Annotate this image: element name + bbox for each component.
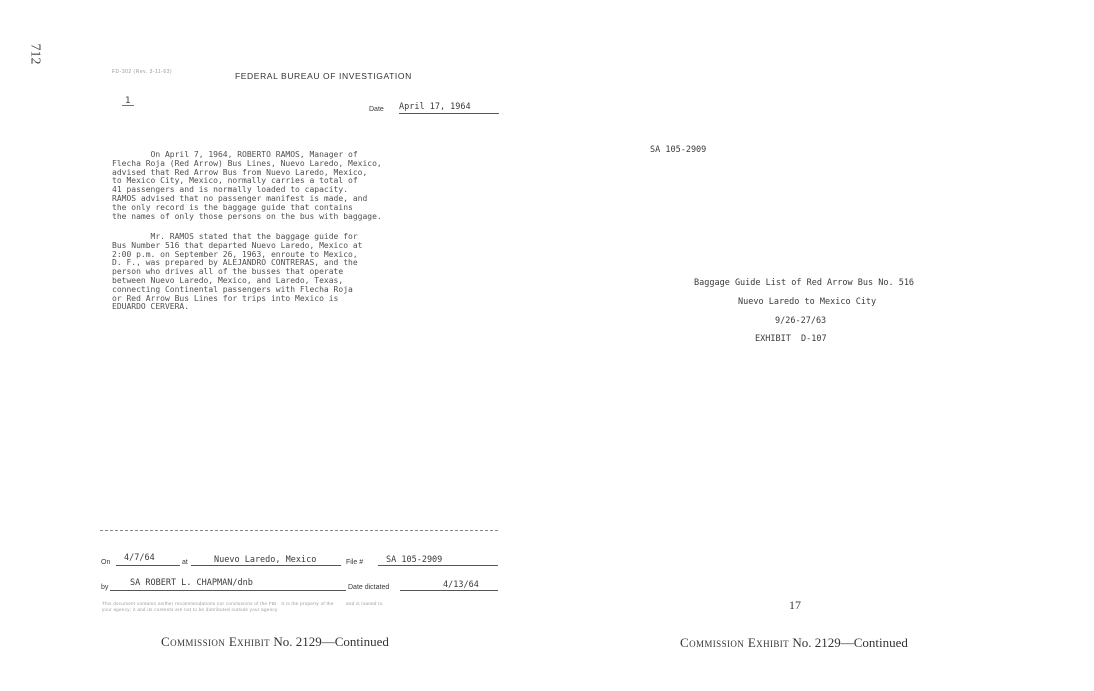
memo-line: to Mexico City, Mexico, normally carries a total of [112, 176, 358, 186]
memo-line: 2:00 p.m. on September 26, 1963, enroute to Mexico, [112, 249, 358, 259]
exhibit-caption-right [680, 635, 908, 651]
date-value: April 17, 1964 [399, 102, 499, 114]
memo-line: 41 passengers and is normally loaded to capacity. [112, 185, 349, 195]
disclaimer-line-2: your agency; it and its contents are not to be distributed outside your agency. [102, 607, 279, 612]
exhibit-caption-left [161, 634, 389, 650]
baggage-list-route: Nuevo Laredo to Mexico City [738, 297, 877, 307]
file-reference: SA 105-2909 [650, 145, 707, 155]
date-dictated-label: Date dictated [348, 584, 390, 591]
memo-line: person who drives all of the busses that operate [112, 267, 344, 277]
page-mark-underline [122, 105, 134, 106]
memo-paragraph-1 [112, 151, 382, 221]
agent-label: by [101, 584, 109, 591]
agent-line [110, 590, 346, 591]
date-dictated-line [400, 590, 498, 591]
memo-line: advised that Red Arrow Bus from Nuevo Laredo, Mexico, [112, 167, 368, 177]
memo-line: Mr. RAMOS stated that the baggage guide for [112, 232, 358, 241]
location-label: at [182, 559, 188, 566]
memo-line: connecting Continental passengers with Flecha Roja [112, 284, 353, 294]
memo-line: EDUARDO CERVERA. [112, 302, 190, 312]
memo-line: Flecha Roja (Red Arrow) Bus Lines, Nuevo Laredo, Mexico, [112, 158, 382, 168]
footer-divider [100, 530, 498, 531]
baggage-list-dates: 9/26-27/63 [775, 316, 827, 326]
memo-line: the names of only those persons on the bus with baggage. [112, 211, 382, 221]
memo-line: Bus Number 516 that departed Nuevo Laredo, Mexico at [112, 240, 363, 250]
memo-line: or Red Arrow Bus Lines for trips into Mexico is [112, 293, 339, 303]
agency-title: FEDERAL BUREAU OF INVESTIGATION [235, 71, 412, 81]
interview-date-value: 4/7/64 [124, 553, 155, 563]
memo-line: D. F., was prepared by ALEJANDRO CONTRERAS, and the [112, 258, 358, 268]
file-number-label: File # [346, 559, 364, 566]
memo-line: between Nuevo Laredo, Mexico, and Laredo, Texas, [112, 275, 344, 285]
file-number-value: SA 105-2909 [386, 555, 443, 565]
form-code: FD-302 (Rev. 3-11-63) [112, 69, 173, 75]
page-mark: 1 [125, 96, 131, 106]
date-label: Date [369, 106, 384, 113]
file-number-line [378, 565, 498, 566]
location-value: Nuevo Laredo, Mexico [214, 555, 317, 565]
exhibit-caption-left-rest: No. 2129—Continued [270, 634, 389, 649]
agent-value: SA ROBERT L. CHAPMAN/dnb [130, 578, 253, 588]
date-dictated-value: 4/13/64 [443, 580, 479, 590]
memo-line: RAMOS advised that no passenger manifest is made, and [112, 193, 368, 203]
memo-line: the only record is the baggage guide that contains [112, 202, 353, 212]
exhibit-caption-left-prefix: Commission Exhibit [161, 634, 271, 649]
baggage-list-title: Baggage Guide List of Red Arrow Bus No. 516 [694, 278, 915, 288]
baggage-list-exhibit: EXHIBIT D-107 [755, 334, 827, 344]
location-line [191, 565, 341, 566]
disclaimer-line-1: This document contains neither recommendations nor conclusions of the FBI. It is the property of the and is loaned to [102, 601, 383, 606]
memo-line: On April 7, 1964, ROBERTO RAMOS, Manager of [112, 150, 358, 159]
interview-date-line [116, 565, 180, 566]
memo-paragraph-2 [112, 233, 362, 312]
exhibit-caption-right-prefix: Commission Exhibit [680, 635, 790, 650]
page-number: 712 [27, 43, 43, 65]
exhibit-caption-right-rest: No. 2129—Continued [789, 635, 908, 650]
right-page-number: 17 [789, 598, 801, 612]
interview-date-label: On [101, 559, 111, 566]
